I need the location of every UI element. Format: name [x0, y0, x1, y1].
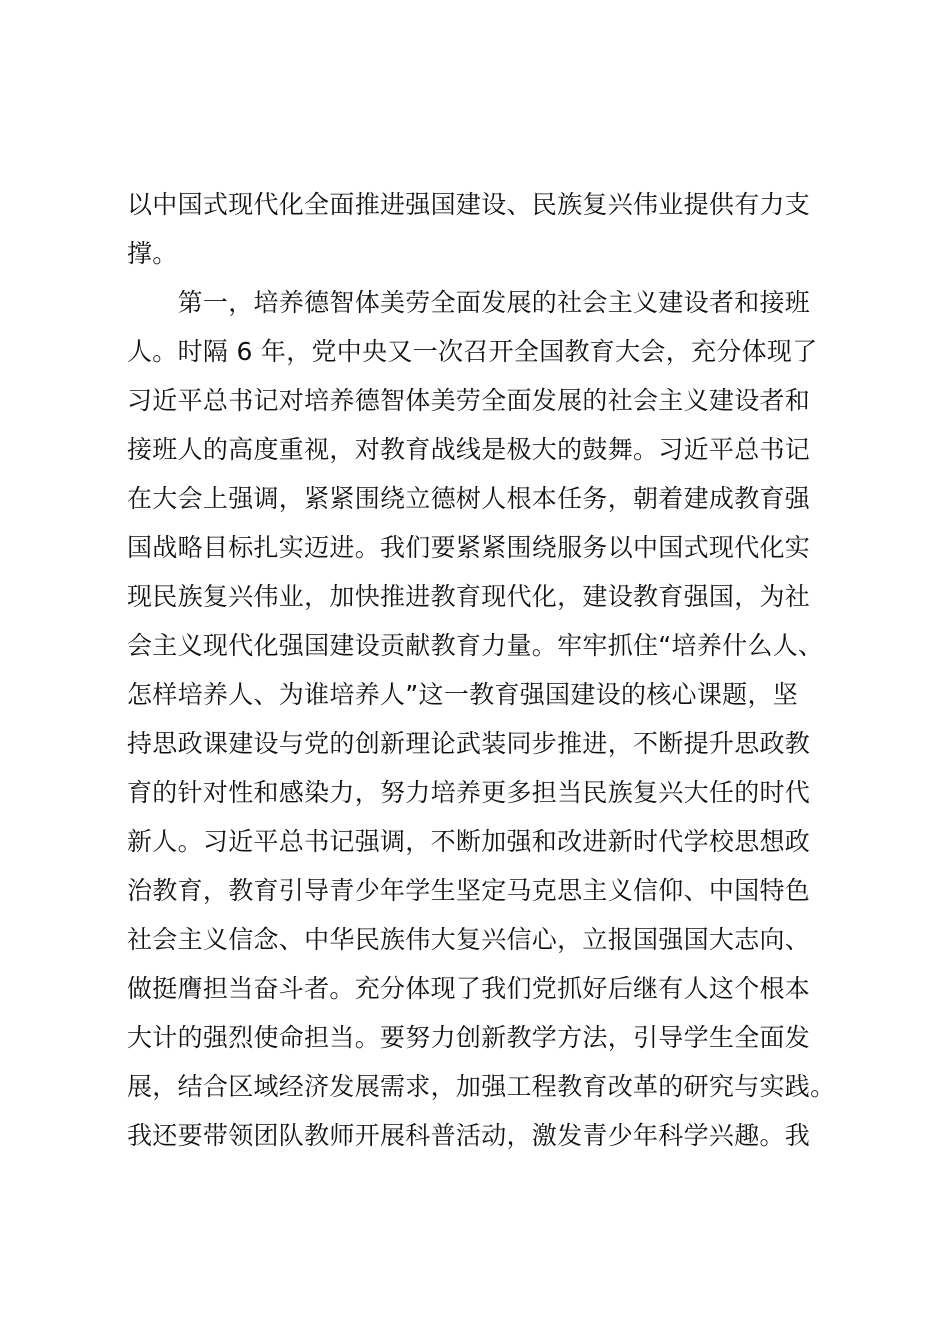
text-line: 以中国式现代化全面推进强国建设、民族复兴伟业提供有力支	[127, 190, 811, 219]
text-line: 新人。习近平总书记强调，不断加强和改进新时代学校思想政	[127, 827, 811, 856]
text-line: 做挺膺担当奋斗者。充分体现了我们党抓好后继有人这个根本	[127, 974, 811, 1003]
text-line: 现民族复兴伟业，加快推进教育现代化，建设教育强国，为社	[127, 582, 811, 611]
text-line: 大计的强烈使命担当。要努力创新教学方法，引导学生全面发	[127, 1023, 811, 1052]
text-line: 治教育，教育引导青少年学生坚定马克思主义信仰、中国特色	[127, 876, 811, 905]
text-line: 育的针对性和感染力，努力培养更多担当民族复兴大任的时代	[127, 778, 811, 807]
text-line: 会主义现代化强国建设贡献教育力量。牢牢抓住“培养什么人、	[127, 631, 824, 660]
text-line: 习近平总书记对培养德智体美劳全面发展的社会主义建设者和	[127, 386, 811, 415]
text-line: 我还要带领团队教师开展科普活动，激发青少年科学兴趣。我	[127, 1121, 811, 1150]
paragraph-first-point	[127, 278, 847, 1160]
text-line: 展，结合区域经济发展需求，加强工程教育改革的研究与实践。	[127, 1072, 836, 1101]
text-line: 在大会上强调，紧紧围绕立德树人根本任务，朝着建成教育强	[127, 484, 811, 513]
text-line: 撑。	[127, 239, 178, 268]
text-line: 社会主义信念、中华民族伟大复兴信心，立报国强国大志向、	[127, 925, 811, 954]
continuation-paragraph	[127, 180, 847, 278]
text-line: 人。时隔 6 年，党中央又一次召开全国教育大会，充分体现了	[127, 337, 818, 366]
text-line: 第一，培养德智体美劳全面发展的社会主义建设者和接班	[127, 288, 811, 317]
text-line: 持思政课建设与党的创新理论武装同步推进，不断提升思政教	[127, 729, 811, 758]
text-line: 怎样培养人、为谁培养人”这一教育强国建设的核心课题，坚	[127, 680, 799, 709]
text-line: 接班人的高度重视，对教育战线是极大的鼓舞。习近平总书记	[127, 435, 811, 464]
text-line: 国战略目标扎实迈进。我们要紧紧围绕服务以中国式现代化实	[127, 533, 811, 562]
